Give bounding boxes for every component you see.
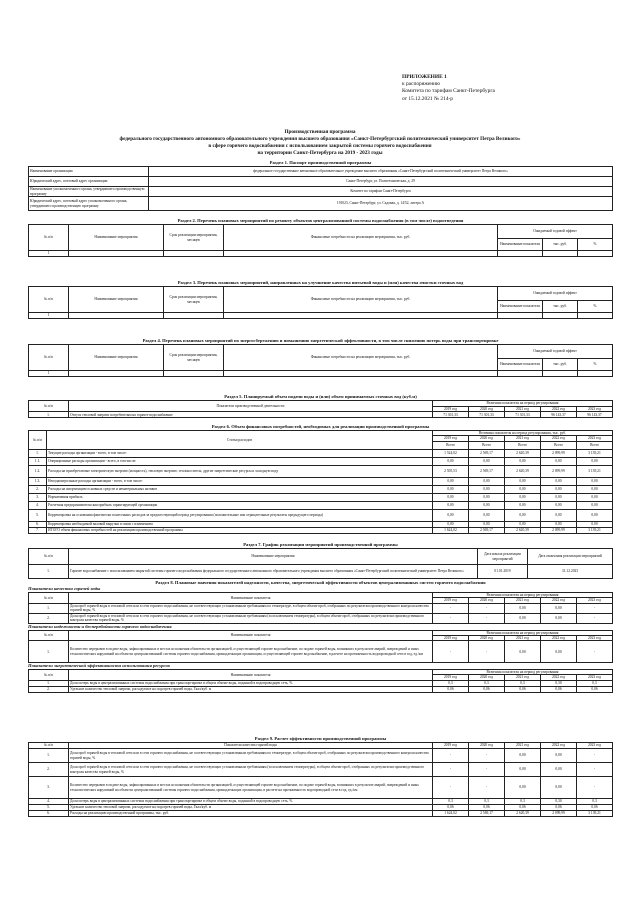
reliability-table	[28, 630, 613, 664]
table-cell: 1.1.	[29, 457, 47, 465]
title-line: федерального государственного автономного образовательного учреждения высшего образования «Санкт-Петербургский политехнический университет Петра Великого»	[119, 136, 521, 142]
appendix-line: к распоряжению	[402, 81, 441, 88]
table-cell: Корректировка на основании фактически понесенных расходов за предшествующий период регулирования (положительные или отрицательные результаты предыдущего периода)	[47, 509, 433, 521]
year-header: 2022 год	[540, 436, 576, 441]
table-header: Величина показателя на период регулирования	[432, 593, 612, 598]
table-cell: -	[469, 763, 505, 777]
program-efficiency-table	[28, 742, 613, 817]
table-cell: 0,06	[504, 686, 540, 692]
table-header: № п/п	[29, 630, 69, 641]
table-cell: 5.	[29, 509, 47, 521]
table-header: тыс. руб.	[543, 359, 578, 371]
table-cell: 0,00	[504, 521, 540, 527]
year-header: 2020 год	[469, 743, 505, 749]
table-cell: Доля проб горячей воды в тепловой сети или в сети горячего водоснабжения, не соответствующих установленным требованиям (за исключением температуры), в общем объеме проб, отобранных по результатам производственного контроля качества горячей воды, %	[69, 763, 433, 777]
table-header: Всего	[504, 441, 540, 449]
table-cell: 71 301,33	[432, 412, 468, 418]
table-header: Наименование мероприятия	[69, 549, 478, 565]
table-cell: 71 301,33	[468, 412, 504, 418]
table-cell: 0,00	[504, 509, 540, 521]
table-cell: 0,00	[504, 613, 540, 623]
table-cell: 01.01.2019	[478, 565, 528, 579]
table-cell: Удельное количество тепловой энергии, расходуемое на подогрев горячей воды, Гкал/куб. м	[69, 686, 433, 692]
year-header: 2023 год	[576, 635, 612, 640]
table-cell: -	[468, 603, 504, 613]
table-header: тыс. руб.	[543, 239, 578, 251]
table-cell: 1.	[29, 749, 69, 763]
table-cell: 2 569,17	[468, 465, 504, 477]
section-caption: Раздел 2. Перечень плановых мероприятий по ремонту объектов централизованной системы водоснабжения (в том числе) водоотведения	[177, 218, 464, 223]
table-cell: 0,00	[504, 477, 540, 485]
table-cell: 2.	[29, 763, 69, 777]
table-header: Срок реализации мероприятия, месяцев	[164, 345, 224, 371]
table-cell: -	[577, 749, 613, 763]
table-header: Наименование показателя	[498, 359, 543, 371]
table-cell: 1	[29, 251, 69, 257]
table-header: Всего	[576, 441, 612, 449]
table-cell: Юридический адрес, почтовый адрес организации	[29, 177, 149, 187]
table-cell: 0,06	[468, 686, 504, 692]
passport-table	[28, 166, 613, 211]
table-cell: 2 620,39	[504, 527, 540, 533]
table-cell: 0,06	[505, 805, 541, 811]
table-header: Наименование показателя	[498, 301, 543, 313]
efficiency-table	[28, 669, 613, 693]
table-cell: ИТОГО объем финансовых потребностей на реализацию производственной программы	[47, 527, 433, 533]
table-cell: 0,3	[432, 680, 468, 686]
table-header: Дата окончания реализации мероприятий	[528, 549, 613, 565]
table-cell: 0,3	[576, 680, 612, 686]
repair-table	[28, 224, 613, 257]
table-cell: 1 624,02	[432, 527, 468, 533]
table-cell: 1.	[29, 641, 69, 663]
table-cell: 0,00	[432, 509, 468, 521]
table-cell: 6.	[29, 521, 47, 527]
year-header: 2019 год	[432, 635, 468, 640]
table-header: Финансовые потребности на реализацию мероприятия, тыс. руб.	[224, 225, 498, 251]
volume-table	[28, 400, 613, 418]
table-cell: 0,00	[540, 613, 576, 623]
section-caption: Раздел 9. Расчет эффективности производственной программы	[254, 736, 387, 741]
year-header: 2023 год	[576, 436, 612, 441]
table-cell: 0,00	[576, 485, 612, 493]
table-cell: Расчетная предпринимательская прибыль гарантирующей организации	[47, 501, 433, 509]
table-cell: Расходы на реализацию производственной программы, тыс. руб.	[69, 811, 433, 817]
table-cell: 2 569,17	[468, 449, 504, 457]
year-header: 2019 год	[433, 743, 469, 749]
table-cell: 0,00	[540, 641, 576, 663]
table-cell: -	[469, 749, 505, 763]
table-header: тыс. руб.	[543, 301, 578, 313]
table-cell: 0,00	[540, 501, 576, 509]
table-cell: 2.	[29, 686, 69, 692]
table-header: № п/п	[29, 549, 69, 565]
table-cell: 2.	[29, 485, 47, 493]
table-header: № п/п	[29, 401, 69, 412]
table-header: № п/п	[29, 345, 69, 371]
quality-indicators-table	[28, 592, 613, 624]
year-header: 2021 год	[504, 635, 540, 640]
subsection-caption: Показатели надежности и бесперебойности горячего водоснабжения	[28, 623, 172, 629]
table-header: %	[578, 359, 613, 371]
table-header: Срок реализации мероприятия, месяцев	[164, 225, 224, 251]
table-cell: 0,30	[541, 799, 577, 805]
table-cell: 0,00	[432, 521, 468, 527]
table-cell: 0,06	[577, 805, 613, 811]
table-cell: -	[433, 763, 469, 777]
table-cell: 2 099,99	[540, 527, 576, 533]
year-header: 2023 год	[576, 675, 612, 680]
table-header: Финансовые потребности на реализацию мероприятия, тыс. руб.	[224, 287, 498, 313]
table-cell: 0,00	[576, 501, 612, 509]
table-cell: 0,00	[576, 521, 612, 527]
table-cell: 1.	[29, 603, 69, 613]
year-header: 2019 год	[432, 436, 468, 441]
energy-measures-table	[28, 344, 613, 377]
table-header: Величина показателя на период регулирования	[432, 670, 612, 675]
table-header: Ожидаемый годовой эффект	[498, 345, 613, 359]
table-cell: Неподконтрольные расходы организации - всего, в том числе:	[47, 477, 433, 485]
table-cell: 0,00	[540, 521, 576, 527]
year-header: 2022 год	[540, 635, 576, 640]
year-header: 2020 год	[468, 598, 504, 603]
table-cell: -	[576, 641, 612, 663]
appendix-block	[402, 74, 602, 103]
table-cell: 0,06	[541, 805, 577, 811]
table-cell: 0,00	[468, 521, 504, 527]
table-cell: Расходы на амортизацию основных средств и нематериальных активов	[47, 485, 433, 493]
year-header: 2021 год	[504, 407, 540, 412]
table-cell: 0,3	[504, 680, 540, 686]
subsection-caption: Показатели качества горячей воды	[28, 586, 101, 591]
table-header: Наименование показателя	[69, 670, 433, 681]
table-cell: 1.	[29, 680, 69, 686]
table-cell: 1	[29, 371, 69, 377]
table-cell: 0,06	[433, 805, 469, 811]
finance-table	[28, 430, 613, 534]
table-header: Всего	[468, 441, 504, 449]
table-cell: 1.2.	[29, 465, 47, 477]
table-cell: 1.	[29, 565, 69, 579]
year-header: 2023 год	[576, 598, 612, 603]
year-header: 2022 год	[540, 407, 576, 412]
table-header: Наименование мероприятия	[69, 345, 164, 371]
table-header: № п/п	[29, 670, 69, 681]
table-cell: Текущие расходы организации - всего, в том числе:	[47, 449, 433, 457]
table-cell: -	[433, 777, 469, 799]
table-header: № п/п	[29, 287, 69, 313]
table-cell: 2 620,39	[504, 449, 540, 457]
table-header: Дата начала реализации мероприятий	[478, 549, 528, 565]
year-header: 2021 год	[504, 436, 540, 441]
table-cell: 0,00	[432, 477, 468, 485]
table-cell: 0,00	[576, 493, 612, 501]
table-cell: 2 569,17	[468, 527, 504, 533]
appendix-title: ПРИЛОЖЕНИЕ 1	[402, 74, 447, 80]
section-efficiency	[28, 736, 613, 817]
table-cell: 0,3	[577, 799, 613, 805]
table-cell: 6.	[29, 811, 69, 817]
year-header: 2023 год	[576, 407, 612, 412]
table-cell: 0,00	[504, 485, 540, 493]
table-header: Всего	[540, 441, 576, 449]
table-cell: Удельное количество тепловой энергии, расходуемое на подогрев горячей воды, Гкал/куб. м	[69, 805, 433, 811]
table-cell: Юридический адрес, почтовый адрес уполномоченного органа, утвердившего производственную программу	[29, 197, 149, 211]
table-cell: Наименование организации	[29, 167, 149, 177]
table-cell: 0,00	[576, 477, 612, 485]
table-cell: 4.	[29, 799, 69, 805]
table-cell: -	[432, 641, 468, 663]
section-indicators	[28, 580, 613, 693]
table-cell: 0,00	[468, 457, 504, 465]
year-header: 2022 год	[540, 598, 576, 603]
table-cell: 96 143,37	[576, 412, 612, 418]
table-cell: -	[576, 613, 612, 623]
table-header: %	[578, 239, 613, 251]
quality-measures-table	[28, 286, 613, 319]
table-cell: 0,00	[541, 749, 577, 763]
table-cell: 3 139,21	[577, 811, 613, 817]
table-cell: 0,00	[540, 509, 576, 521]
table-cell: 4.	[29, 501, 47, 509]
year-header: 2020 год	[468, 436, 504, 441]
table-header: Наименование показателя	[498, 239, 543, 251]
table-cell: 0,00	[432, 485, 468, 493]
table-cell: 0,00	[504, 641, 540, 663]
table-cell: 0,00	[576, 457, 612, 465]
table-header: Срок реализации мероприятия, месяцев	[164, 287, 224, 313]
title-line: Производственная программа	[284, 129, 356, 135]
table-cell: 0,00	[504, 603, 540, 613]
table-cell: 0,00	[504, 457, 540, 465]
title-line: в сфере горячего водоснабжения с использованием закрытой системы горячего водоснабжения	[208, 143, 432, 149]
table-cell: Доля проб горячей воды в тепловой сети или в сети горячего водоснабжения, не соответствующих установленным требованиям (за исключением температуры), в общем объеме проб, отобранных по результатам производственного контроля качества горячей воды, %	[69, 613, 433, 623]
table-cell: Количество перерывов в подаче воды, зафиксированных в местах исполнения обязательств организацией, осуществляющей горячее водоснабжение, по подаче горячей воды, возникших в результате аварий, повреждений и иных технологических нарушений на объектах централизованной системы горячего водоснабжения, принадлежащих организации, осуществляющей горячее водоснабжение, в расчете на протяженность водопроводной сети в год, ед./км	[69, 641, 433, 663]
section-passport	[28, 160, 613, 211]
table-cell: Санкт-Петербург, ул. Политехническая, д. 29	[149, 177, 613, 187]
table-header: Величина показателя на период регулирования, тыс. руб.	[432, 431, 612, 436]
table-cell: 0,06	[469, 805, 505, 811]
section-caption: Раздел 3. Перечень плановых мероприятий, направленных на улучшение качества питьевой воды и (или) качества очистки сточных вод	[177, 280, 464, 285]
table-header: Показатели качества горячей воды	[69, 743, 433, 749]
table-cell: 0,00	[468, 501, 504, 509]
table-cell: Отпуск тепловой энергии потребителям на горячее водоснабжение	[69, 412, 433, 418]
table-cell: 0,06	[432, 686, 468, 692]
table-cell: Доля проб горячей воды в тепловой сети или в сети горячего водоснабжения, не соответствующих установленным требованиям по температуре, в общем объеме проб, отобранных по результатам производственного контроля качества горячей воды, %	[69, 603, 433, 613]
section-caption: Раздел 4. Перечень плановых мероприятий по энергосбережению и повышению энергетической эффективности, в том числе снижению потерь воды при транспортировке	[142, 338, 499, 343]
section-caption: Раздел 8. Плановые значения показателей надежности, качества, энергетической эффективности объектов централизованных систем горячего водоснабжения	[155, 580, 486, 585]
table-cell: 0,00	[505, 777, 541, 799]
table-header: № п/п	[29, 593, 69, 604]
section-schedule	[28, 542, 613, 579]
table-cell: Корректировка необходимой валовой выручки в связи с изменением	[47, 521, 433, 527]
table-header: Наименование показателя	[69, 630, 433, 641]
year-header: 2021 год	[505, 743, 541, 749]
table-header: Наименование мероприятия	[69, 287, 164, 313]
table-cell: 1 624,02	[433, 811, 469, 817]
table-cell: 3 139,21	[576, 465, 612, 477]
table-header: Наименование мероприятия	[69, 225, 164, 251]
year-header: 2022 год	[541, 743, 577, 749]
year-header: 2023 год	[577, 743, 613, 749]
table-cell: 0,00	[468, 493, 504, 501]
section-finance	[28, 424, 613, 534]
table-cell: 0,3	[469, 799, 505, 805]
table-header: № п/п	[29, 743, 69, 749]
table-cell: 0,00	[504, 501, 540, 509]
table-cell: 1.	[29, 449, 47, 457]
table-header: Показатели производственной деятельности	[69, 401, 433, 412]
table-cell: 2 620,39	[504, 465, 540, 477]
title-line: на территории Санкт-Петербурга на 2019 - 2023 годы	[257, 150, 383, 156]
table-cell: 2 099,99	[540, 465, 576, 477]
table-cell: 2 099,99	[540, 449, 576, 457]
year-header: 2019 год	[432, 598, 468, 603]
table-cell: 1	[29, 313, 69, 319]
table-cell: -	[577, 777, 613, 799]
table-cell: 71 301,33	[504, 412, 540, 418]
table-cell: 0,00	[540, 603, 576, 613]
table-cell: 2 505,53	[432, 465, 468, 477]
table-header: Величина показателя на период регулирования	[432, 401, 612, 407]
section-repair-measures	[28, 218, 613, 257]
table-cell: 1.	[29, 412, 69, 418]
table-header: № п/п	[29, 225, 69, 251]
table-cell: Доля потерь воды в централизованных системах водоснабжения при транспортировке в общем объеме воды, поданной в водопроводную сеть, %	[69, 799, 433, 805]
table-cell: федеральное государственное автономное образовательное учреждение высшего образования «Санкт-Петербургский политехнический университет Петра Великого»	[149, 167, 613, 177]
table-header: Ожидаемый годовой эффект	[498, 225, 613, 239]
table-cell: 3 139,21	[576, 527, 612, 533]
table-cell: 0,06	[540, 686, 576, 692]
table-cell: 0,00	[540, 493, 576, 501]
table-cell: 0,00	[432, 493, 468, 501]
table-cell: 0,00	[576, 509, 612, 521]
year-header: 2021 год	[504, 675, 540, 680]
table-cell: 1.3.	[29, 477, 47, 485]
table-cell: 3 139,21	[576, 449, 612, 457]
table-cell: 0,00	[432, 501, 468, 509]
year-header: 2019 год	[432, 407, 468, 412]
table-cell: -	[468, 641, 504, 663]
table-cell: Расходы на приобретаемые электрическую энергию (мощность), тепловую энергию, теплоноситель, другие энергетические ресурсы и холодную воду	[47, 465, 433, 477]
table-cell: 0,00	[468, 485, 504, 493]
table-cell: -	[433, 749, 469, 763]
table-cell: Наименование уполномоченного органа, утвердившего производственную программу	[29, 187, 149, 197]
document-title	[60, 129, 580, 157]
table-cell: Нормативная прибыль	[47, 493, 433, 501]
table-cell: -	[577, 763, 613, 777]
table-cell: Горячее водоснабжение с использованием закрытой системы горячего водоснабжения федерального государственного автономного образовательного учреждения высшего образования «Санкт-Петербургский политехнический университет Петра Великого»	[69, 565, 478, 579]
table-cell: 0,00	[468, 509, 504, 521]
table-cell: Комитет по тарифам Санкт-Петербурга	[149, 187, 613, 197]
table-cell: 0,00	[468, 477, 504, 485]
table-cell: 0,00	[540, 485, 576, 493]
table-header: Величина показателя на период регулирования	[432, 630, 612, 635]
subsection-caption: Показатели энергетической эффективности использования ресурсов	[28, 663, 170, 669]
table-header: %	[578, 301, 613, 313]
year-header: 2022 год	[540, 675, 576, 680]
table-header: Всего	[432, 441, 468, 449]
table-cell: Количество перерывов в подаче воды, зафиксированных в местах исполнения обязательств организацией, осуществляющей горячее водоснабжение, по подаче горячей воды, возникших в результате аварий, повреждений и иных технологических нарушений на объектах централизованной системы горячего водоснабжения, принадлежащих организации, в расчете на протяженность водопроводной сети в год, ед./км	[69, 777, 433, 799]
year-header: 2020 год	[468, 407, 504, 412]
table-cell: 2 569,17	[469, 811, 505, 817]
table-cell: 0,00	[540, 477, 576, 485]
table-cell: 0,3	[505, 799, 541, 805]
table-cell: 3.	[29, 777, 69, 799]
table-cell: 0,00	[540, 457, 576, 465]
year-header: 2019 год	[432, 675, 468, 680]
section-volume	[28, 394, 613, 418]
table-cell: 3.	[29, 493, 47, 501]
table-cell: 0,00	[541, 763, 577, 777]
appendix-line: от 15.12.2021 № 214-р	[402, 95, 454, 102]
table-cell: -	[576, 603, 612, 613]
table-cell: -	[432, 613, 468, 623]
table-cell: -	[469, 777, 505, 799]
table-cell: 96 143,37	[540, 412, 576, 418]
section-quality-measures	[28, 280, 613, 319]
table-cell: 0,00	[432, 457, 468, 465]
table-cell: 0,06	[576, 686, 612, 692]
table-cell: Операционные расходы организации - всего, в том числе:	[47, 457, 433, 465]
table-cell: -	[468, 613, 504, 623]
table-cell: 0,00	[505, 749, 541, 763]
year-header: 2020 год	[468, 675, 504, 680]
table-cell: 2.	[29, 613, 69, 623]
table-cell: 7.	[29, 527, 47, 533]
table-cell: 0,3	[468, 680, 504, 686]
table-cell: Доля проб горячей воды в тепловой сети или в сети горячего водоснабжения, не соответствующих установленным требованиям по температуре, в общем объеме проб, отобранных по результатам производственного контроля качества горячей воды, %	[69, 749, 433, 763]
table-header: № п/п	[29, 431, 47, 450]
table-cell: 1 524,02	[432, 449, 468, 457]
table-cell: 191023, Санкт-Петербург, ул. Садовая, д. 14/52, литера А	[149, 197, 613, 211]
section-caption: Раздел 7. График реализации мероприятий производственной программы	[243, 542, 398, 547]
section-caption: Раздел 1. Паспорт производственной программы	[269, 160, 372, 165]
table-cell: 0,00	[541, 777, 577, 799]
table-cell: 0,00	[504, 493, 540, 501]
table-cell: 0,00	[505, 763, 541, 777]
year-header: 2020 год	[468, 635, 504, 640]
table-header: Статьи расходов	[47, 431, 433, 450]
year-header: 2021 год	[504, 598, 540, 603]
table-cell: 0,3	[433, 799, 469, 805]
table-header: Финансовые потребности на реализацию мероприятия, тыс. руб.	[224, 345, 498, 371]
section-energy-measures	[28, 338, 613, 377]
table-cell: 2 620,39	[505, 811, 541, 817]
table-cell: 5.	[29, 805, 69, 811]
table-cell: 0,30	[540, 680, 576, 686]
table-header: Ожидаемый годовой эффект	[498, 287, 613, 301]
appendix-line: Комитета по тарифам Санкт-Петербурга	[402, 88, 495, 95]
table-header: Наименование показателя	[69, 593, 433, 604]
table-cell: 31.12.2023	[528, 565, 613, 579]
table-cell: Доля потерь воды в централизованных системах водоснабжения при транспортировке в общем объеме воды, поданной в водопроводную сеть, %	[69, 680, 433, 686]
table-cell: 2 099,99	[541, 811, 577, 817]
schedule-table	[28, 548, 613, 579]
table-cell: -	[432, 603, 468, 613]
section-caption: Раздел 6. Объем финансовых потребностей, необходимых для реализации производственной программы	[211, 424, 430, 429]
section-caption: Раздел 5. Планируемый объем подачи воды и (или) объем принимаемых сточных вод (куб.м)	[224, 394, 417, 399]
